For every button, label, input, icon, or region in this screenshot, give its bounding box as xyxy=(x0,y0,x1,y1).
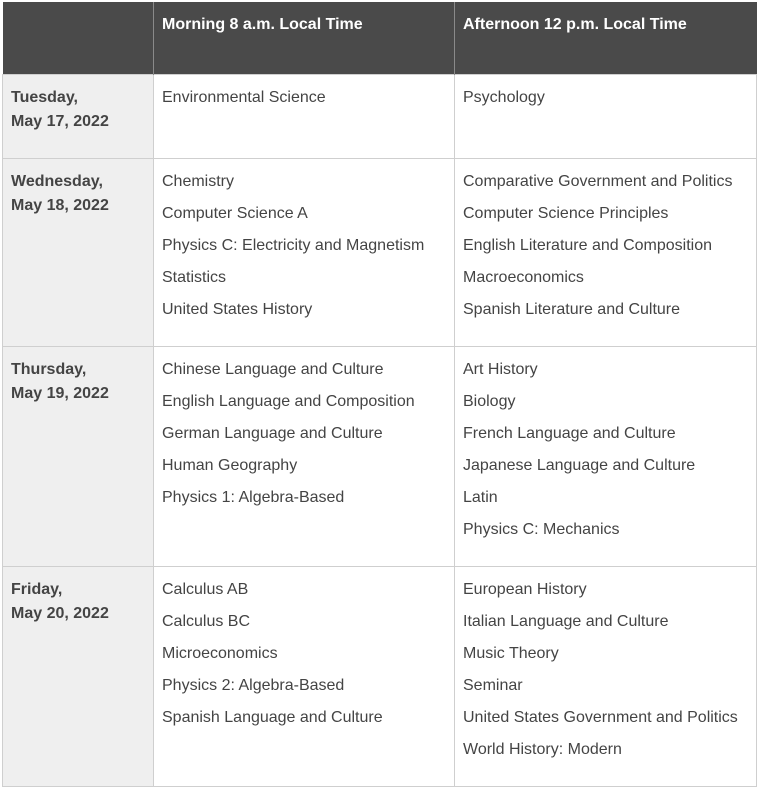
day-cell xyxy=(3,159,154,347)
header-morning-cell xyxy=(154,2,455,75)
subject: Environmental Science xyxy=(162,89,326,106)
subject: Chemistry xyxy=(162,173,235,190)
morning-cell xyxy=(154,347,455,567)
subject: Computer Science A xyxy=(162,205,308,222)
subject: Latin xyxy=(463,489,498,506)
subject: Calculus BC xyxy=(162,613,251,630)
subject: German Language and Culture xyxy=(162,425,383,442)
subject: Psychology xyxy=(463,89,545,106)
table-row xyxy=(3,347,757,567)
subject: Art History xyxy=(463,361,538,378)
table-row xyxy=(3,75,757,159)
day-date: May 19, 2022 xyxy=(11,385,109,402)
subject: World History: Modern xyxy=(463,741,622,758)
subject: Music Theory xyxy=(463,645,559,662)
header-row xyxy=(3,2,757,75)
header-morning-title: Morning 8 a.m. xyxy=(162,16,275,33)
subject: Macroeconomics xyxy=(463,269,584,286)
morning-cell xyxy=(154,567,455,787)
subject: United States History xyxy=(162,301,313,318)
morning-cell xyxy=(154,159,455,347)
subject: Spanish Language and Culture xyxy=(162,709,383,726)
afternoon-cell xyxy=(455,347,757,567)
morning-cell xyxy=(154,75,455,159)
day-name: Wednesday, xyxy=(11,173,103,190)
subject: Calculus AB xyxy=(162,581,249,598)
day-date: May 20, 2022 xyxy=(11,605,109,622)
subject: Physics 1: Algebra-Based xyxy=(162,489,345,506)
subject: Comparative Government and Politics xyxy=(463,173,733,190)
afternoon-cell xyxy=(455,567,757,787)
subject: Spanish Literature and Culture xyxy=(463,301,681,318)
table-row xyxy=(3,567,757,787)
subject: Physics 2: Algebra-Based xyxy=(162,677,345,694)
header-day-cell xyxy=(3,2,154,75)
subject: Italian Language and Culture xyxy=(463,613,669,630)
exam-schedule-table xyxy=(2,2,757,787)
header-afternoon-subtitle: Local Time xyxy=(603,16,687,33)
header-morning-subtitle: Local Time xyxy=(279,16,363,33)
subject: Human Geography xyxy=(162,457,298,474)
day-cell xyxy=(3,567,154,787)
day-name: Thursday, xyxy=(11,361,87,378)
day-date: May 18, 2022 xyxy=(11,197,109,214)
afternoon-cell xyxy=(455,75,757,159)
day-date: May 17, 2022 xyxy=(11,113,109,130)
subject: French Language and Culture xyxy=(463,425,676,442)
table-row xyxy=(3,159,757,347)
subject: Microeconomics xyxy=(162,645,278,662)
day-name: Friday, xyxy=(11,581,63,598)
subject: Physics C: Mechanics xyxy=(463,521,620,538)
subject: Physics C: Electricity and Magnetism xyxy=(162,237,425,254)
subject: Biology xyxy=(463,393,516,410)
subject: English Language and Composition xyxy=(162,393,415,410)
subject: United States Government and Politics xyxy=(463,709,738,726)
subject: Statistics xyxy=(162,269,227,286)
subject: European History xyxy=(463,581,587,598)
day-name: Tuesday, xyxy=(11,89,78,106)
subject: Japanese Language and Culture xyxy=(463,457,696,474)
subject: English Literature and Composition xyxy=(463,237,713,254)
header-afternoon-cell xyxy=(455,2,757,75)
header-afternoon-title: Afternoon 12 p.m. xyxy=(463,16,600,33)
subject: Chinese Language and Culture xyxy=(162,361,384,378)
day-cell xyxy=(3,75,154,159)
subject: Seminar xyxy=(463,677,523,694)
afternoon-cell xyxy=(455,159,757,347)
subject: Computer Science Principles xyxy=(463,205,669,222)
day-cell xyxy=(3,347,154,567)
